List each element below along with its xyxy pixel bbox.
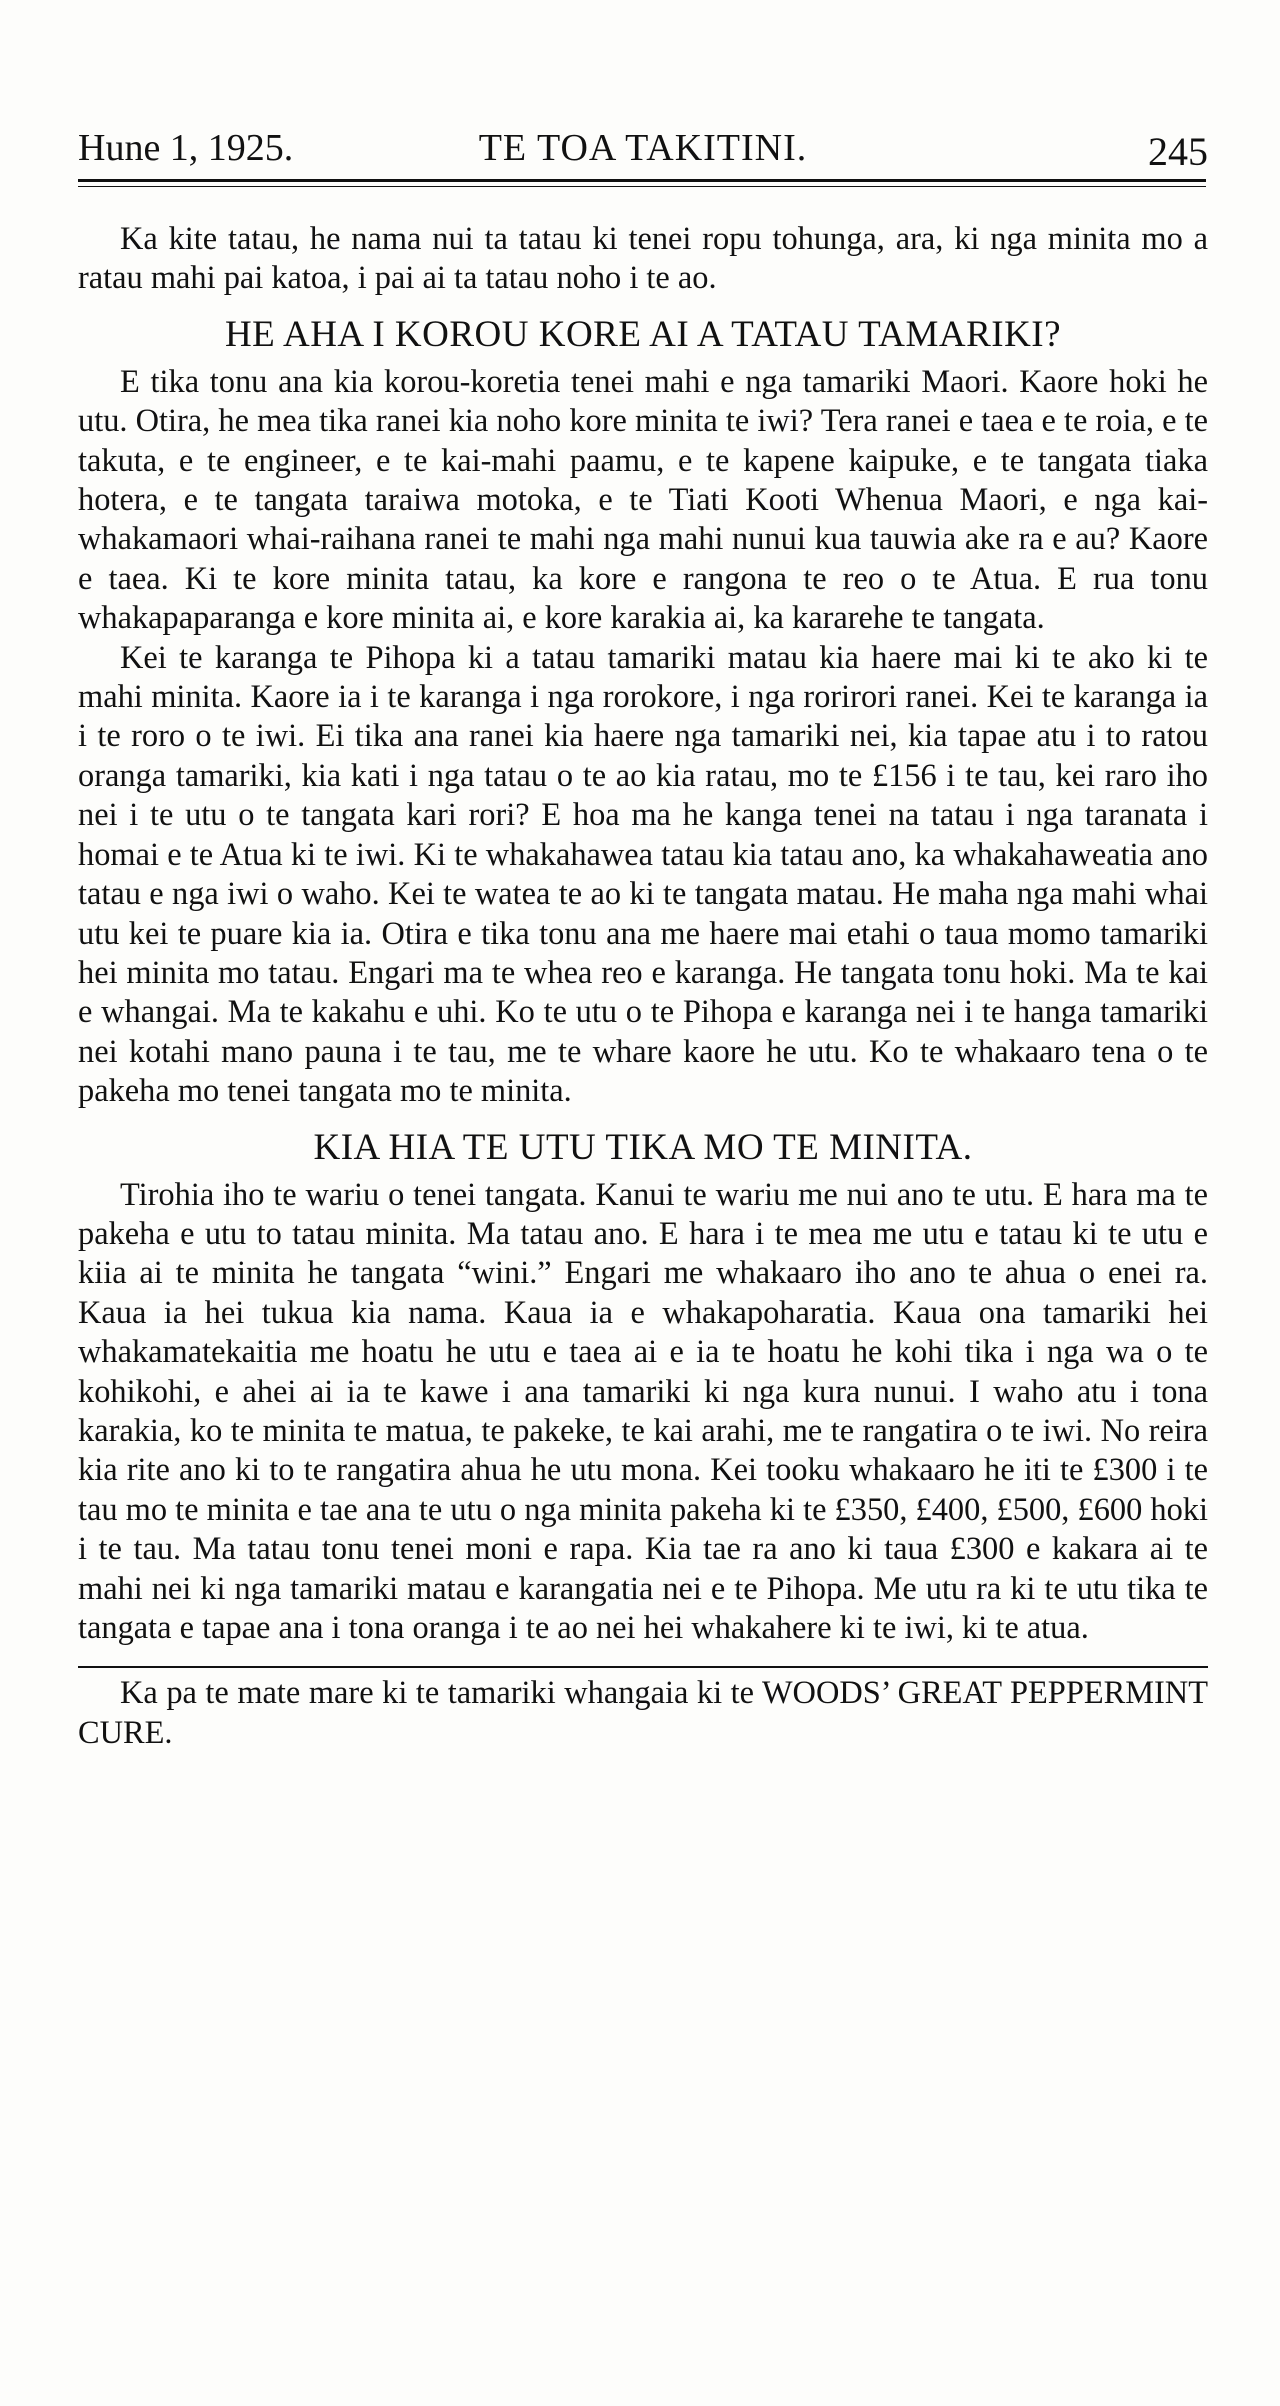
section-heading-korou: HE AHA I KOROU KORE AI A TATAU TAMARIKI? (224, 313, 1062, 355)
page-number: 245 (1148, 129, 1208, 174)
issue-date: Hune 1, 1925. (78, 127, 294, 169)
advert-text: Ka pa te mate mare ki te tamariki whangaia ki te WOODS’ GREAT PEPPERMINT CURE. (78, 1675, 1208, 1751)
header-rule (78, 179, 1206, 182)
paragraph: Kei te karanga te Pihopa ki a tatau tamariki matau kia haere mai ki te ako ki te mahi minita. Kaore ia i te karanga i nga rorokore, i nga rorirori ranei. Kei te karanga ia i te roro o te iwi. Ei tika ana ranei kia haere nga tamariki nei, kia tapae atu i to ratou oranga tamariki, kia kati i nga tatau o te ao kia ratau, mo te £156 i te tau, kei raro iho nei i te utu o te tangata kari rori? E hoa ma he kanga tenei na tatau i nga taranata i homai e te Atua ki te iwi. Ki te whakahawea tatau kia tatau ano, ka whakahaweatia ano tatau e nga iwi o waho. Kei te watea te ao ki te tangata matau. He maha nga mahi whai utu kei te puare kia ia. Otira e tika tonu ana me haere mai etahi o taua momo tamariki hei minita mo tatau. Engari ma te whea reo e karanga. He tangata tonu hoki. Ma te kai e whangai. Ma te kakahu e uhi. Ko te utu o te Pihopa e karanga nei i te hanga tamariki nei kotahi mano pauna i te tau, me te whare kaore he utu. Ko te whakaaro tena o te pakeha mo tenei tangata mo te minita. (78, 639, 1208, 1110)
publication-title: TE TOA TAKITINI. (478, 127, 808, 169)
paragraph: E tika tonu ana kia korou-koretia tenei mahi e nga tamariki Maori. Kaore hoki he utu. Otira, he mea tika ranei kia noho kore minita te iwi? Tera ranei e taea e te roia, e te takuta, e te engineer, e te kai-mahi paamu, e te kapene kaipuke, e te tangata tiaka hotera, e te tangata taraiwa motoka, e te Tiati Kooti Whenua Maori, e nga kai-whakamaori whai-raihana ranei te mahi nga mahi nunui kua tauwia ake ra e au? Kaore e taea. Ki te kore minita tatau, ka kore e rangona te reo o te Atua. E rua tonu whakapaparanga e kore minita ai, e kore karakia ai, ka kararehe te tangata. (78, 363, 1208, 637)
advert-divider (78, 1666, 1208, 1668)
article-body (78, 220, 1208, 1753)
intro-paragraph: Ka kite tatau, he nama nui ta tatau ki tenei ropu tohunga, ara, ki nga minita mo a ratau mahi pai katoa, i pai ai ta tatau noho i te ao. (78, 221, 1208, 297)
page-header (78, 118, 1208, 178)
section-heading-utu: KIA HIA TE UTU TIKA MO TE MINITA. (313, 1126, 973, 1168)
paragraph: Tirohia iho te wariu o tenei tangata. Kanui te wariu me nui ano te utu. E hara ma te pakeha e utu to tatau minita. Ma tatau ano. E hara i te mea me utu e tatau ki te utu e kiia ai te minita he tangata “wini.” Engari me whakaaro iho ano te ahua o enei ra. Kaua ia hei tukua kia nama. Kaua ia e whakapoharatia. Kaua ona tamariki hei whakamatekaitia me hoatu he utu e taea ai e ia te hoatu he kohi tika i nga wa o te kohikohi, e ahei ai ia te kawe i ana tamariki ki nga kura nunui. I waho atu i tona karakia, ko te minita te matua, te pakeke, te kai arahi, me te rangatira o te iwi. No reira kia rite ano ki to te rangatira ahua he utu mona. Kei tooku whakaaro he iti te £300 i te tau mo te minita e tae ana te utu o nga minita pakeha ki te £350, £400, £500, £600 hoki i te tau. Ma tatau tonu tenei moni e rapa. Kia tae ra ano ki taua £300 e kakara ai te mahi nei ki nga tamariki matau e karangatia nei e te Pihopa. Me utu ra ki te utu tika te tangata e tapae ana i tona oranga i te ao nei hei whakahere ki te iwi, ki te atua. (78, 1176, 1208, 1646)
header-rule-thin (78, 186, 1206, 187)
